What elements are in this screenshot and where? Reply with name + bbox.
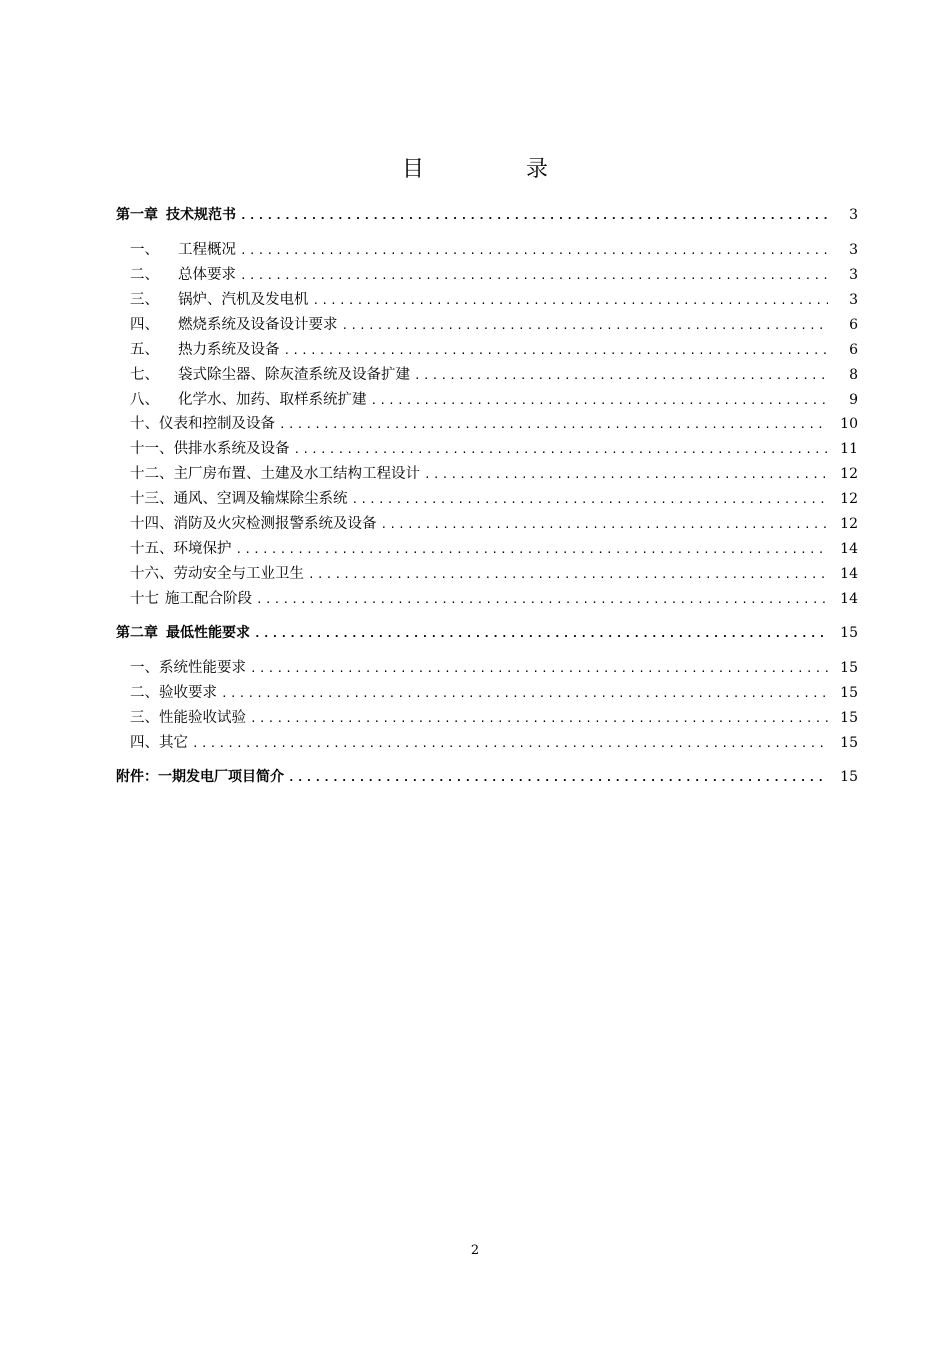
toc-section-entry[interactable] <box>130 514 858 535</box>
toc-section-entry[interactable] <box>130 489 858 510</box>
toc-entry-number: 四、 <box>130 317 159 333</box>
toc-entry-number: 十、 <box>130 416 159 432</box>
toc-section-entry[interactable] <box>130 564 858 585</box>
toc-entry-page: 6 <box>849 317 858 333</box>
toc-section-entry[interactable] <box>130 340 858 361</box>
toc-entry-label: 热力系统及设备 <box>178 342 280 358</box>
toc-dot-leader <box>240 241 828 261</box>
toc-section-entry[interactable] <box>130 390 858 411</box>
toc-entry-page: 15 <box>840 769 858 785</box>
toc-entry-label: 性能验收试验 <box>159 710 246 726</box>
toc-entry-label: 锅炉、汽机及发电机 <box>178 292 309 308</box>
toc-entry-label: 供排水系统及设备 <box>173 441 290 457</box>
toc-appendix-entry[interactable] <box>116 767 858 788</box>
toc-section-entry[interactable] <box>130 708 858 729</box>
toc-entry-number: 十四、 <box>130 516 174 532</box>
toc-entry-label: 其它 <box>159 735 188 751</box>
toc-dot-leader <box>313 291 829 311</box>
toc-dot-leader <box>279 415 828 435</box>
toc-entry-label: 一期发电厂项目简介 <box>158 769 284 785</box>
toc-entry-label: 工程概况 <box>178 242 236 258</box>
toc-entry-page: 14 <box>840 566 858 582</box>
toc-entry-page: 3 <box>849 267 858 283</box>
toc-section-entry[interactable] <box>130 240 858 261</box>
toc-section-entry[interactable] <box>130 290 858 311</box>
toc-entry-number: 十五、 <box>130 541 174 557</box>
toc-section-entry[interactable] <box>130 365 858 386</box>
toc-entry-label: 消防及火灾检测报警系统及设备 <box>173 516 377 532</box>
toc-dot-leader <box>284 341 829 361</box>
toc-entry-page: 15 <box>840 660 858 676</box>
toc-dot-leader <box>294 440 829 460</box>
toc-dot-leader <box>221 684 828 704</box>
toc-entry-number: 十二、 <box>130 466 174 482</box>
toc-entry-number: 一、 <box>130 242 159 258</box>
toc-entry-page: 15 <box>840 710 858 726</box>
toc-entry-label: 燃烧系统及设备设计要求 <box>178 317 338 333</box>
toc-entry-label: 环境保护 <box>173 541 232 557</box>
toc-section-entry[interactable] <box>130 589 858 610</box>
toc-entry-page: 11 <box>840 441 858 457</box>
toc-entry-page: 15 <box>840 625 858 641</box>
toc-dot-leader <box>250 659 828 679</box>
toc-entry-number: 十六、 <box>130 566 174 582</box>
toc-dot-leader <box>254 624 828 644</box>
toc-entry-number: 二、 <box>130 685 159 701</box>
toc-entry-page: 3 <box>849 292 858 308</box>
toc-entry-number: 一、 <box>130 660 159 676</box>
footer-page-number: 2 <box>470 1243 480 1258</box>
toc-entry-page: 8 <box>849 367 858 383</box>
toc-dot-leader <box>240 266 828 286</box>
toc-section-entry[interactable] <box>130 539 858 560</box>
toc-entry-number: 二、 <box>130 267 159 283</box>
toc-dot-leader <box>342 316 829 336</box>
toc-entry-page: 12 <box>840 466 858 482</box>
toc-entry-number: 七、 <box>130 367 159 383</box>
toc-entry-label: 化学水、加药、取样系统扩建 <box>178 392 367 408</box>
toc-entry-label: 袋式除尘器、除灰渣系统及设备扩建 <box>178 367 410 383</box>
toc-entry-label: 仪表和控制及设备 <box>159 416 275 432</box>
toc-entry-label: 劳动安全与工业卫生 <box>173 566 304 582</box>
page-title: 目 录 <box>401 157 588 182</box>
toc-section-entry[interactable] <box>130 414 858 435</box>
toc-entry-number: 十一、 <box>130 441 174 457</box>
toc-dot-leader <box>256 590 828 610</box>
toc-dot-leader <box>414 366 828 386</box>
toc-entry-label: 系统性能要求 <box>159 660 246 676</box>
toc-dot-leader <box>424 465 828 485</box>
toc-entry-label: 总体要求 <box>178 267 236 283</box>
toc-entry-number: 三、 <box>130 292 159 308</box>
toc-entry-number: 五、 <box>130 342 159 358</box>
toc-chapter-entry[interactable] <box>116 205 858 226</box>
toc-dot-leader <box>308 565 828 585</box>
toc-entry-number: 八、 <box>130 392 159 408</box>
toc-entry-page: 12 <box>840 491 858 507</box>
toc-section-entry[interactable] <box>130 658 858 679</box>
toc-entry-page: 12 <box>840 516 858 532</box>
toc-entry-page: 10 <box>840 416 858 432</box>
toc-entry-label: 验收要求 <box>159 685 217 701</box>
toc-entry-number: 附件： <box>116 769 158 785</box>
toc-entry-label: 施工配合阶段 <box>165 591 252 607</box>
toc-section-entry[interactable] <box>130 265 858 286</box>
toc-dot-leader <box>250 709 828 729</box>
toc-dot-leader <box>352 490 829 510</box>
toc-section-entry[interactable] <box>130 464 858 485</box>
toc-section-entry[interactable] <box>130 733 858 754</box>
toc-entry-page: 14 <box>840 591 858 607</box>
toc-dot-leader <box>236 540 829 560</box>
toc-entry-page: 15 <box>840 685 858 701</box>
toc-entry-label: 技术规范书 <box>166 207 236 223</box>
toc-entry-page: 9 <box>849 392 858 408</box>
toc-entry-number: 第一章 <box>116 207 158 223</box>
toc-section-entry[interactable] <box>130 315 858 336</box>
toc-section-entry[interactable] <box>130 683 858 704</box>
toc-entry-page: 6 <box>849 342 858 358</box>
toc-entry-page: 3 <box>849 242 858 258</box>
toc-entry-number: 三、 <box>130 710 159 726</box>
toc-dot-leader <box>288 768 828 788</box>
toc-entry-page: 14 <box>840 541 858 557</box>
toc-section-entry[interactable] <box>130 439 858 460</box>
toc-dot-leader <box>381 515 829 535</box>
toc-entry-page: 15 <box>840 735 858 751</box>
toc-dot-leader <box>192 734 828 754</box>
toc-entry-number: 十七 <box>130 591 159 607</box>
toc-entry-number: 四、 <box>130 735 159 751</box>
toc-entry-label: 通风、空调及输煤除尘系统 <box>173 491 348 507</box>
toc-dot-leader <box>371 391 829 411</box>
toc-entry-number: 十三、 <box>130 491 174 507</box>
toc-entry-page: 3 <box>849 207 858 223</box>
toc-chapter-entry[interactable] <box>116 623 858 644</box>
toc-dot-leader <box>240 206 828 226</box>
toc-entry-label: 最低性能要求 <box>166 625 250 641</box>
toc-entry-label: 主厂房布置、土建及水工结构工程设计 <box>173 466 420 482</box>
toc-entry-number: 第二章 <box>116 625 158 641</box>
